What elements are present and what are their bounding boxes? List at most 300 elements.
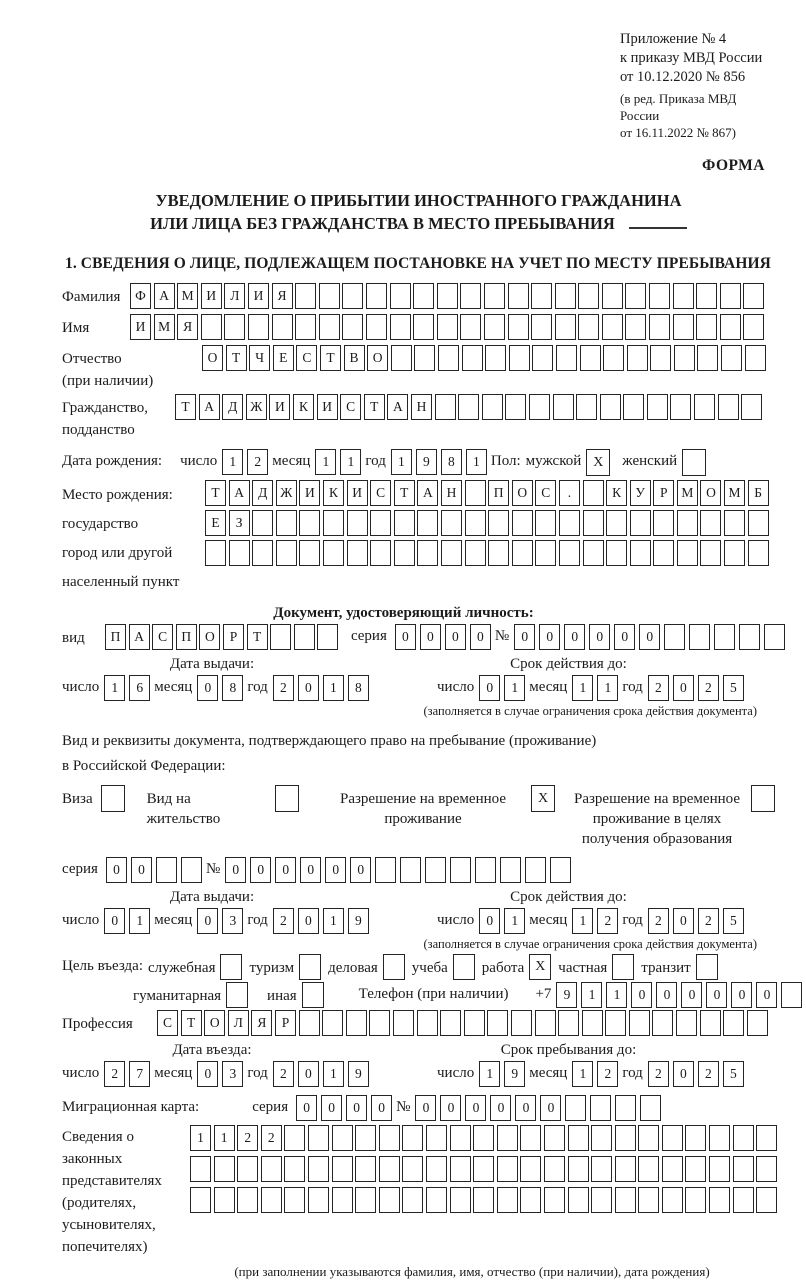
char-box[interactable]: 0	[300, 857, 321, 883]
char-box[interactable]: 0	[490, 1095, 511, 1121]
char-box[interactable]	[484, 314, 505, 340]
char-box[interactable]: К	[606, 480, 627, 506]
char-box[interactable]	[440, 1010, 461, 1036]
char-box[interactable]: И	[130, 314, 151, 340]
char-box[interactable]: 0	[465, 1095, 486, 1121]
char-box[interactable]: Т	[226, 345, 247, 371]
char-box[interactable]	[696, 314, 717, 340]
char-box[interactable]	[638, 1156, 659, 1182]
char-box[interactable]: 2	[597, 908, 618, 934]
char-box[interactable]	[497, 1125, 518, 1151]
char-box[interactable]: Т	[181, 1010, 202, 1036]
char-box[interactable]	[568, 1187, 589, 1213]
char-box[interactable]	[724, 540, 745, 566]
char-box[interactable]	[450, 857, 471, 883]
char-box[interactable]	[544, 1156, 565, 1182]
char-box[interactable]	[488, 540, 509, 566]
char-box[interactable]	[485, 345, 506, 371]
char-box[interactable]	[441, 540, 462, 566]
char-box[interactable]: 2	[273, 1061, 294, 1087]
char-box[interactable]: 0	[479, 908, 500, 934]
char-box[interactable]	[500, 857, 521, 883]
char-box[interactable]: Е	[273, 345, 294, 371]
char-box[interactable]	[417, 540, 438, 566]
char-box[interactable]: М	[724, 480, 745, 506]
char-box[interactable]	[417, 510, 438, 536]
char-box[interactable]	[721, 345, 742, 371]
char-box[interactable]	[294, 624, 315, 650]
char-box[interactable]	[781, 982, 802, 1008]
char-box[interactable]: 1	[466, 449, 487, 475]
char-box[interactable]	[718, 394, 739, 420]
char-box[interactable]	[694, 394, 715, 420]
char-box[interactable]: 0	[589, 624, 610, 650]
char-box[interactable]: 1	[479, 1061, 500, 1087]
char-box[interactable]: Ж	[276, 480, 297, 506]
char-box[interactable]	[270, 624, 291, 650]
char-box[interactable]	[535, 540, 556, 566]
char-box[interactable]	[460, 314, 481, 340]
char-box[interactable]	[322, 1010, 343, 1036]
char-box[interactable]: 5	[723, 675, 744, 701]
char-box[interactable]: 2	[648, 1061, 669, 1087]
char-box[interactable]	[697, 345, 718, 371]
char-box[interactable]: С	[296, 345, 317, 371]
char-box[interactable]	[649, 314, 670, 340]
char-box[interactable]	[748, 540, 769, 566]
char-box[interactable]	[520, 1156, 541, 1182]
char-box[interactable]: 1	[340, 449, 361, 475]
char-box[interactable]: 0	[275, 857, 296, 883]
char-box[interactable]: О	[367, 345, 388, 371]
char-box[interactable]	[332, 1125, 353, 1151]
char-box[interactable]	[284, 1125, 305, 1151]
char-box[interactable]	[450, 1125, 471, 1151]
char-box[interactable]: К	[293, 394, 314, 420]
char-box[interactable]	[558, 1010, 579, 1036]
char-box[interactable]: 0	[420, 624, 441, 650]
char-box[interactable]	[627, 345, 648, 371]
char-box[interactable]: 2	[247, 449, 268, 475]
char-box[interactable]: 0	[470, 624, 491, 650]
char-box[interactable]: А	[129, 624, 150, 650]
char-box[interactable]	[615, 1095, 636, 1121]
char-box[interactable]	[224, 314, 245, 340]
char-box[interactable]: 0	[479, 675, 500, 701]
char-box[interactable]	[512, 510, 533, 536]
char-box[interactable]	[308, 1187, 329, 1213]
char-box[interactable]	[512, 540, 533, 566]
char-box[interactable]	[582, 1010, 603, 1036]
char-box[interactable]	[370, 510, 391, 536]
char-box[interactable]	[652, 1010, 673, 1036]
char-box[interactable]	[497, 1156, 518, 1182]
char-box[interactable]	[700, 510, 721, 536]
char-box[interactable]: Л	[224, 283, 245, 309]
char-box[interactable]	[578, 314, 599, 340]
char-box[interactable]	[689, 624, 710, 650]
char-box[interactable]: 0	[197, 675, 218, 701]
transit-checkbox[interactable]	[696, 954, 718, 980]
temporary-residence-education-checkbox[interactable]	[751, 785, 775, 812]
char-box[interactable]: 9	[348, 1061, 369, 1087]
char-box[interactable]	[276, 510, 297, 536]
char-box[interactable]	[559, 510, 580, 536]
char-box[interactable]	[745, 345, 766, 371]
char-box[interactable]	[674, 345, 695, 371]
char-box[interactable]: 9	[348, 908, 369, 934]
char-box[interactable]: 2	[648, 675, 669, 701]
char-box[interactable]	[677, 510, 698, 536]
char-box[interactable]	[332, 1156, 353, 1182]
char-box[interactable]	[394, 510, 415, 536]
char-box[interactable]	[555, 314, 576, 340]
char-box[interactable]: 0	[131, 857, 152, 883]
char-box[interactable]: 9	[504, 1061, 525, 1087]
char-box[interactable]	[568, 1156, 589, 1182]
char-box[interactable]: 0	[639, 624, 660, 650]
char-box[interactable]: 2	[698, 675, 719, 701]
char-box[interactable]	[426, 1187, 447, 1213]
char-box[interactable]: 0	[321, 1095, 342, 1121]
char-box[interactable]	[342, 314, 363, 340]
char-box[interactable]: И	[317, 394, 338, 420]
char-box[interactable]	[284, 1156, 305, 1182]
char-box[interactable]	[535, 1010, 556, 1036]
char-box[interactable]	[413, 314, 434, 340]
char-box[interactable]: Д	[252, 480, 273, 506]
char-box[interactable]	[649, 283, 670, 309]
char-box[interactable]: Н	[411, 394, 432, 420]
char-box[interactable]	[590, 1095, 611, 1121]
char-box[interactable]: 1	[504, 908, 525, 934]
char-box[interactable]: О	[700, 480, 721, 506]
char-box[interactable]	[662, 1187, 683, 1213]
char-box[interactable]	[347, 540, 368, 566]
tourism-checkbox[interactable]	[299, 954, 321, 980]
char-box[interactable]	[662, 1156, 683, 1182]
char-box[interactable]	[583, 480, 604, 506]
char-box[interactable]	[402, 1156, 423, 1182]
char-box[interactable]	[700, 1010, 721, 1036]
char-box[interactable]: 1	[323, 1061, 344, 1087]
char-box[interactable]: А	[417, 480, 438, 506]
char-box[interactable]	[591, 1187, 612, 1213]
char-box[interactable]	[568, 1125, 589, 1151]
char-box[interactable]: 8	[348, 675, 369, 701]
char-box[interactable]	[529, 394, 550, 420]
char-box[interactable]	[394, 540, 415, 566]
char-box[interactable]	[724, 510, 745, 536]
char-box[interactable]	[739, 624, 760, 650]
char-box[interactable]	[460, 283, 481, 309]
char-box[interactable]: И	[201, 283, 222, 309]
char-box[interactable]	[190, 1156, 211, 1182]
char-box[interactable]	[603, 345, 624, 371]
char-box[interactable]: Я	[272, 283, 293, 309]
char-box[interactable]	[393, 1010, 414, 1036]
char-box[interactable]	[625, 283, 646, 309]
char-box[interactable]: 1	[323, 908, 344, 934]
char-box[interactable]	[426, 1125, 447, 1151]
char-box[interactable]: 3	[222, 1061, 243, 1087]
char-box[interactable]	[556, 345, 577, 371]
char-box[interactable]	[181, 857, 202, 883]
char-box[interactable]: Ж	[246, 394, 267, 420]
char-box[interactable]: 0	[756, 982, 777, 1008]
temporary-residence-checkbox[interactable]: X	[531, 785, 555, 812]
char-box[interactable]	[299, 540, 320, 566]
char-box[interactable]	[756, 1187, 777, 1213]
char-box[interactable]: А	[229, 480, 250, 506]
char-box[interactable]	[347, 510, 368, 536]
char-box[interactable]: Б	[748, 480, 769, 506]
char-box[interactable]: 0	[250, 857, 271, 883]
char-box[interactable]: 2	[648, 908, 669, 934]
char-box[interactable]: 0	[225, 857, 246, 883]
char-box[interactable]	[591, 1125, 612, 1151]
char-box[interactable]: 1	[323, 675, 344, 701]
char-box[interactable]: 0	[296, 1095, 317, 1121]
gender-male-checkbox[interactable]: X	[586, 449, 610, 476]
char-box[interactable]: 0	[197, 908, 218, 934]
char-box[interactable]: Н	[441, 480, 462, 506]
char-box[interactable]: 0	[614, 624, 635, 650]
char-box[interactable]	[653, 510, 674, 536]
char-box[interactable]: 1	[391, 449, 412, 475]
char-box[interactable]	[237, 1156, 258, 1182]
char-box[interactable]: 0	[540, 1095, 561, 1121]
char-box[interactable]	[252, 540, 273, 566]
char-box[interactable]: 1	[315, 449, 336, 475]
char-box[interactable]	[576, 394, 597, 420]
char-box[interactable]	[450, 1187, 471, 1213]
char-box[interactable]: 1	[190, 1125, 211, 1151]
char-box[interactable]	[606, 540, 627, 566]
char-box[interactable]	[630, 540, 651, 566]
char-box[interactable]	[308, 1156, 329, 1182]
char-box[interactable]	[379, 1187, 400, 1213]
char-box[interactable]	[295, 283, 316, 309]
char-box[interactable]: 1	[572, 675, 593, 701]
char-box[interactable]	[473, 1187, 494, 1213]
char-box[interactable]	[375, 857, 396, 883]
char-box[interactable]	[629, 1010, 650, 1036]
char-box[interactable]: С	[340, 394, 361, 420]
char-box[interactable]: Т	[205, 480, 226, 506]
char-box[interactable]: 0	[298, 675, 319, 701]
char-box[interactable]: Р	[223, 624, 244, 650]
char-box[interactable]	[647, 394, 668, 420]
char-box[interactable]	[497, 1187, 518, 1213]
char-box[interactable]: М	[177, 283, 198, 309]
char-box[interactable]	[465, 510, 486, 536]
char-box[interactable]	[414, 345, 435, 371]
char-box[interactable]	[531, 314, 552, 340]
char-box[interactable]	[323, 540, 344, 566]
char-box[interactable]: К	[323, 480, 344, 506]
char-box[interactable]: Т	[320, 345, 341, 371]
char-box[interactable]: П	[488, 480, 509, 506]
char-box[interactable]	[437, 314, 458, 340]
visa-checkbox[interactable]	[101, 785, 125, 812]
char-box[interactable]	[733, 1156, 754, 1182]
char-box[interactable]: 9	[556, 982, 577, 1008]
char-box[interactable]	[511, 1010, 532, 1036]
char-box[interactable]: 0	[731, 982, 752, 1008]
char-box[interactable]	[425, 857, 446, 883]
char-box[interactable]	[252, 510, 273, 536]
char-box[interactable]	[583, 510, 604, 536]
char-box[interactable]: С	[157, 1010, 178, 1036]
char-box[interactable]: 0	[706, 982, 727, 1008]
char-box[interactable]	[214, 1187, 235, 1213]
char-box[interactable]: 1	[581, 982, 602, 1008]
char-box[interactable]	[535, 510, 556, 536]
char-box[interactable]	[743, 314, 764, 340]
char-box[interactable]	[366, 283, 387, 309]
char-box[interactable]	[317, 624, 338, 650]
char-box[interactable]	[229, 540, 250, 566]
char-box[interactable]	[248, 314, 269, 340]
char-box[interactable]: 1	[129, 908, 150, 934]
char-box[interactable]	[748, 510, 769, 536]
char-box[interactable]	[525, 857, 546, 883]
char-box[interactable]: 0	[681, 982, 702, 1008]
char-box[interactable]	[520, 1187, 541, 1213]
char-box[interactable]	[465, 480, 486, 506]
char-box[interactable]	[509, 345, 530, 371]
char-box[interactable]: Т	[364, 394, 385, 420]
char-box[interactable]: О	[512, 480, 533, 506]
char-box[interactable]	[366, 314, 387, 340]
char-box[interactable]	[544, 1125, 565, 1151]
char-box[interactable]	[764, 624, 785, 650]
char-box[interactable]	[390, 314, 411, 340]
char-box[interactable]: И	[248, 283, 269, 309]
char-box[interactable]: 0	[350, 857, 371, 883]
char-box[interactable]	[583, 540, 604, 566]
char-box[interactable]: Д	[222, 394, 243, 420]
char-box[interactable]	[390, 283, 411, 309]
char-box[interactable]	[465, 540, 486, 566]
char-box[interactable]	[426, 1156, 447, 1182]
char-box[interactable]	[662, 1125, 683, 1151]
char-box[interactable]: 2	[237, 1125, 258, 1151]
humanitarian-checkbox[interactable]	[226, 982, 248, 1008]
char-box[interactable]: С	[152, 624, 173, 650]
char-box[interactable]: 0	[298, 908, 319, 934]
char-box[interactable]	[201, 314, 222, 340]
char-box[interactable]: 0	[346, 1095, 367, 1121]
study-checkbox[interactable]	[453, 954, 475, 980]
char-box[interactable]: 5	[723, 1061, 744, 1087]
char-box[interactable]	[544, 1187, 565, 1213]
char-box[interactable]	[605, 1010, 626, 1036]
char-box[interactable]: З	[229, 510, 250, 536]
char-box[interactable]	[379, 1156, 400, 1182]
char-box[interactable]	[606, 510, 627, 536]
char-box[interactable]	[602, 314, 623, 340]
char-box[interactable]	[600, 394, 621, 420]
char-box[interactable]	[602, 283, 623, 309]
char-box[interactable]: 6	[129, 675, 150, 701]
char-box[interactable]	[531, 283, 552, 309]
char-box[interactable]	[559, 540, 580, 566]
residence-permit-checkbox[interactable]	[275, 785, 299, 812]
char-box[interactable]: 2	[273, 675, 294, 701]
char-box[interactable]: Р	[275, 1010, 296, 1036]
char-box[interactable]	[664, 624, 685, 650]
char-box[interactable]	[475, 857, 496, 883]
char-box[interactable]: 5	[723, 908, 744, 934]
char-box[interactable]	[685, 1187, 706, 1213]
char-box[interactable]	[487, 1010, 508, 1036]
char-box[interactable]	[743, 283, 764, 309]
char-box[interactable]: 0	[445, 624, 466, 650]
char-box[interactable]	[355, 1125, 376, 1151]
char-box[interactable]: 1	[504, 675, 525, 701]
char-box[interactable]: 0	[539, 624, 560, 650]
char-box[interactable]: 0	[631, 982, 652, 1008]
char-box[interactable]	[532, 345, 553, 371]
char-box[interactable]: И	[269, 394, 290, 420]
char-box[interactable]	[295, 314, 316, 340]
char-box[interactable]: У	[630, 480, 651, 506]
char-box[interactable]	[413, 283, 434, 309]
char-box[interactable]	[355, 1156, 376, 1182]
char-box[interactable]: М	[154, 314, 175, 340]
char-box[interactable]: 1	[606, 982, 627, 1008]
char-box[interactable]: М	[677, 480, 698, 506]
char-box[interactable]	[756, 1125, 777, 1151]
char-box[interactable]	[261, 1187, 282, 1213]
char-box[interactable]	[370, 540, 391, 566]
char-box[interactable]	[625, 314, 646, 340]
char-box[interactable]	[685, 1125, 706, 1151]
char-box[interactable]	[741, 394, 762, 420]
char-box[interactable]: 0	[106, 857, 127, 883]
char-box[interactable]: 1	[222, 449, 243, 475]
char-box[interactable]	[677, 540, 698, 566]
char-box[interactable]	[462, 345, 483, 371]
char-box[interactable]: В	[344, 345, 365, 371]
char-box[interactable]	[720, 314, 741, 340]
char-box[interactable]	[714, 624, 735, 650]
char-box[interactable]	[676, 1010, 697, 1036]
char-box[interactable]	[369, 1010, 390, 1036]
char-box[interactable]	[673, 314, 694, 340]
char-box[interactable]	[578, 283, 599, 309]
char-box[interactable]	[591, 1156, 612, 1182]
char-box[interactable]: Т	[247, 624, 268, 650]
char-box[interactable]: 0	[395, 624, 416, 650]
work-checkbox[interactable]: X	[529, 954, 551, 980]
char-box[interactable]: Т	[394, 480, 415, 506]
char-box[interactable]: Е	[205, 510, 226, 536]
char-box[interactable]	[484, 283, 505, 309]
char-box[interactable]	[402, 1125, 423, 1151]
char-box[interactable]	[555, 283, 576, 309]
char-box[interactable]: 0	[440, 1095, 461, 1121]
char-box[interactable]	[437, 283, 458, 309]
char-box[interactable]	[653, 540, 674, 566]
char-box[interactable]: 1	[572, 1061, 593, 1087]
char-box[interactable]: 0	[564, 624, 585, 650]
char-box[interactable]: И	[299, 480, 320, 506]
char-box[interactable]	[473, 1156, 494, 1182]
char-box[interactable]	[720, 283, 741, 309]
